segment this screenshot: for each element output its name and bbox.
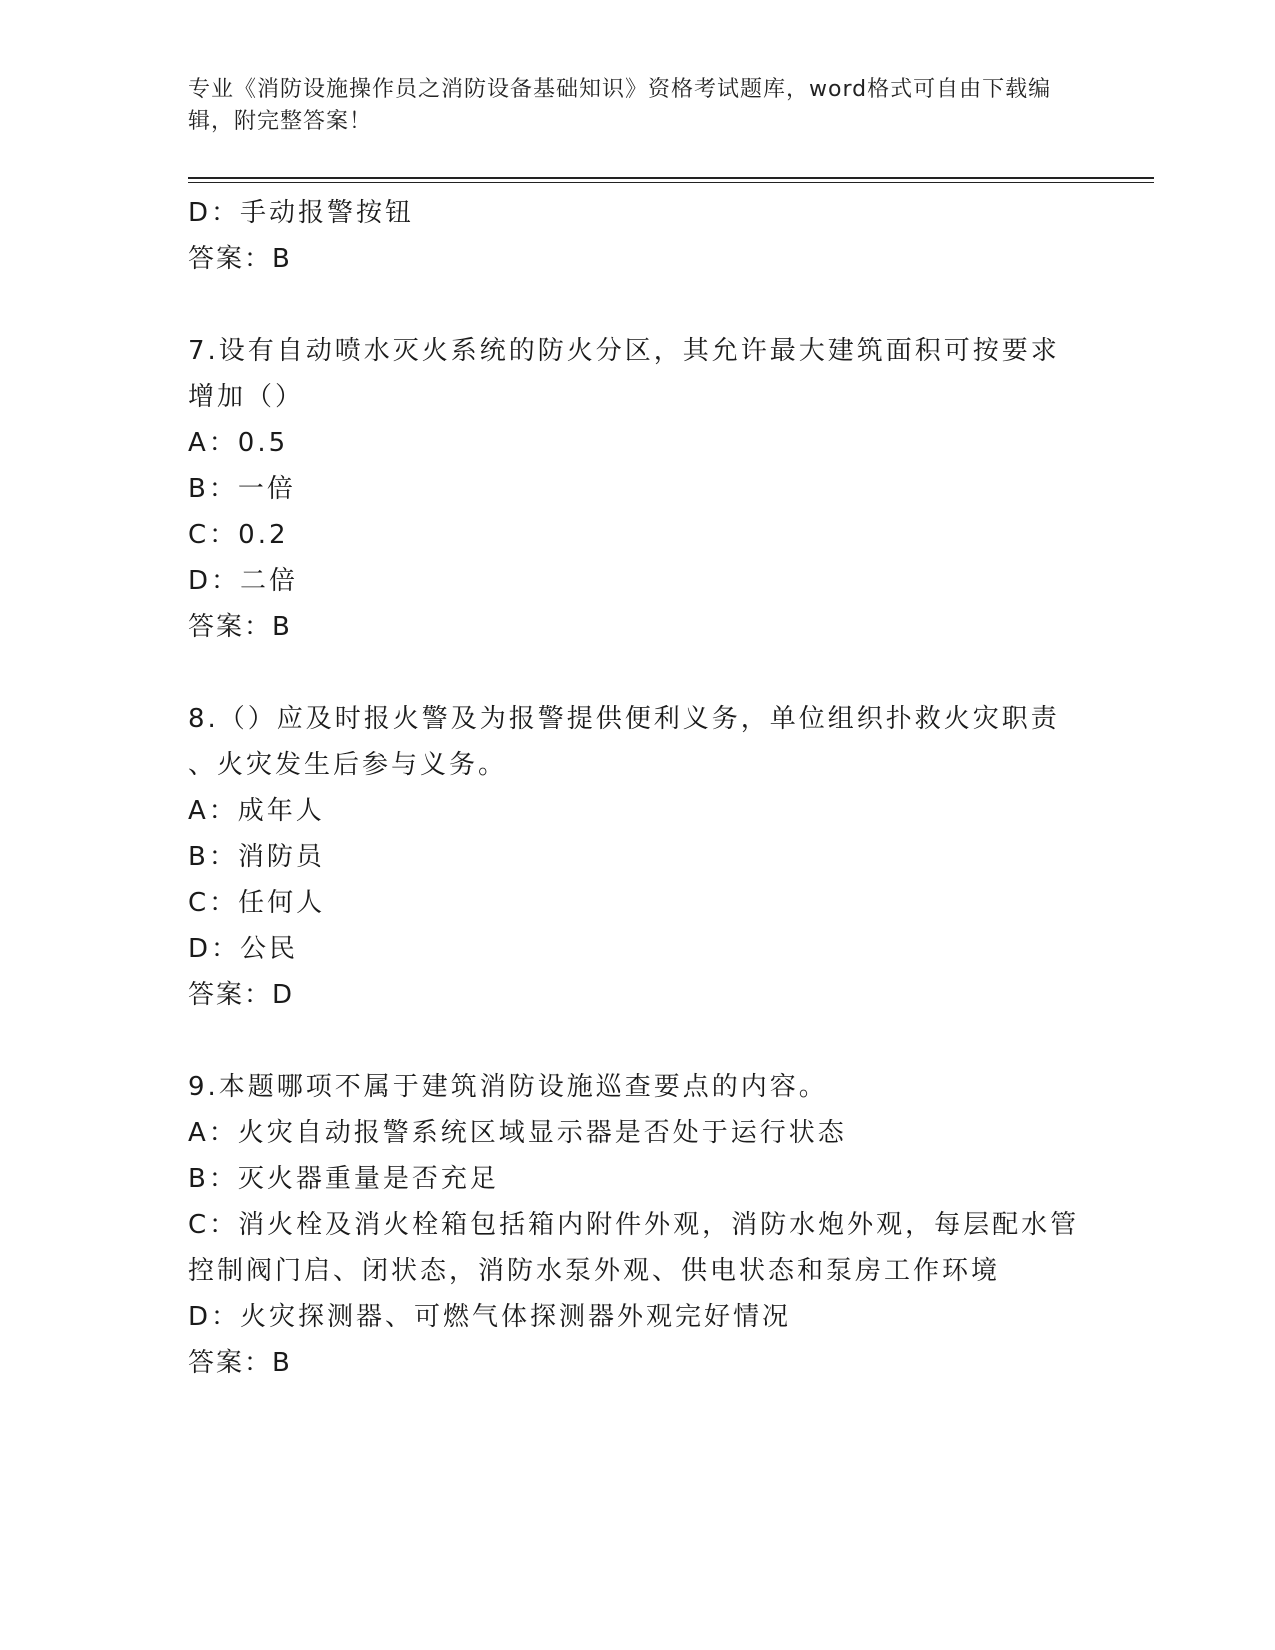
question-6-option-d: D：手动报警按钮 bbox=[188, 198, 415, 228]
question-8-option-d: D：公民 bbox=[188, 934, 299, 964]
question-8-option-a: A：成年人 bbox=[188, 796, 325, 826]
question-9 bbox=[188, 1064, 1088, 1386]
question-7-stem-line2: 增加（） bbox=[188, 382, 305, 412]
header-rule-thin bbox=[188, 182, 1154, 183]
question-7-option-a: A：0.5 bbox=[188, 428, 289, 458]
question-6-answer: 答案：B bbox=[188, 244, 292, 274]
question-8-stem-line2: 、火灾发生后参与义务。 bbox=[188, 750, 508, 780]
question-7 bbox=[188, 328, 1088, 650]
question-9-option-b: B：灭火器重量是否充足 bbox=[188, 1164, 499, 1194]
question-8-option-c: C：任何人 bbox=[188, 888, 326, 918]
document-header: 专业《消防设施操作员之消防设备基础知识》资格考试题库，word格式可自由下载编辑，附完整答案！ bbox=[188, 77, 1052, 134]
spacer bbox=[188, 1018, 1088, 1064]
question-9-option-a: A：火灾自动报警系统区域显示器是否处于运行状态 bbox=[188, 1118, 847, 1148]
question-7-option-c: C：0.2 bbox=[188, 520, 289, 550]
question-7-option-b: B：一倍 bbox=[188, 474, 296, 504]
question-8 bbox=[188, 696, 1088, 1018]
question-8-answer: 答案：D bbox=[188, 980, 295, 1010]
question-8-option-b: B：消防员 bbox=[188, 842, 325, 872]
question-9-option-c: C：消火栓及消火栓箱包括箱内附件外观，消防水炮外观，每层配水管 bbox=[188, 1210, 1080, 1240]
header-rule-thick bbox=[188, 177, 1154, 179]
question-7-answer: 答案：B bbox=[188, 612, 292, 642]
question-9-answer: 答案：B bbox=[188, 1348, 292, 1378]
question-7-option-d: D：二倍 bbox=[188, 566, 299, 596]
spacer bbox=[188, 650, 1088, 696]
question-8-stem-line1: 8.（）应及时报火警及为报警提供便利义务，单位组织扑救火灾职责 bbox=[188, 704, 1060, 734]
question-9-stem-line1: 9.本题哪项不属于建筑消防设施巡查要点的内容。 bbox=[188, 1072, 828, 1102]
question-7-stem-line1: 7.设有自动喷水灭火系统的防火分区，其允许最大建筑面积可按要求 bbox=[188, 336, 1060, 366]
question-9-option-d: D：火灾探测器、可燃气体探测器外观完好情况 bbox=[188, 1302, 792, 1332]
question-content bbox=[188, 190, 1088, 1386]
question-9-option-c-cont: 控制阀门启、闭状态，消防水泵外观、供电状态和泵房工作环境 bbox=[188, 1256, 1001, 1286]
spacer bbox=[188, 282, 1088, 328]
